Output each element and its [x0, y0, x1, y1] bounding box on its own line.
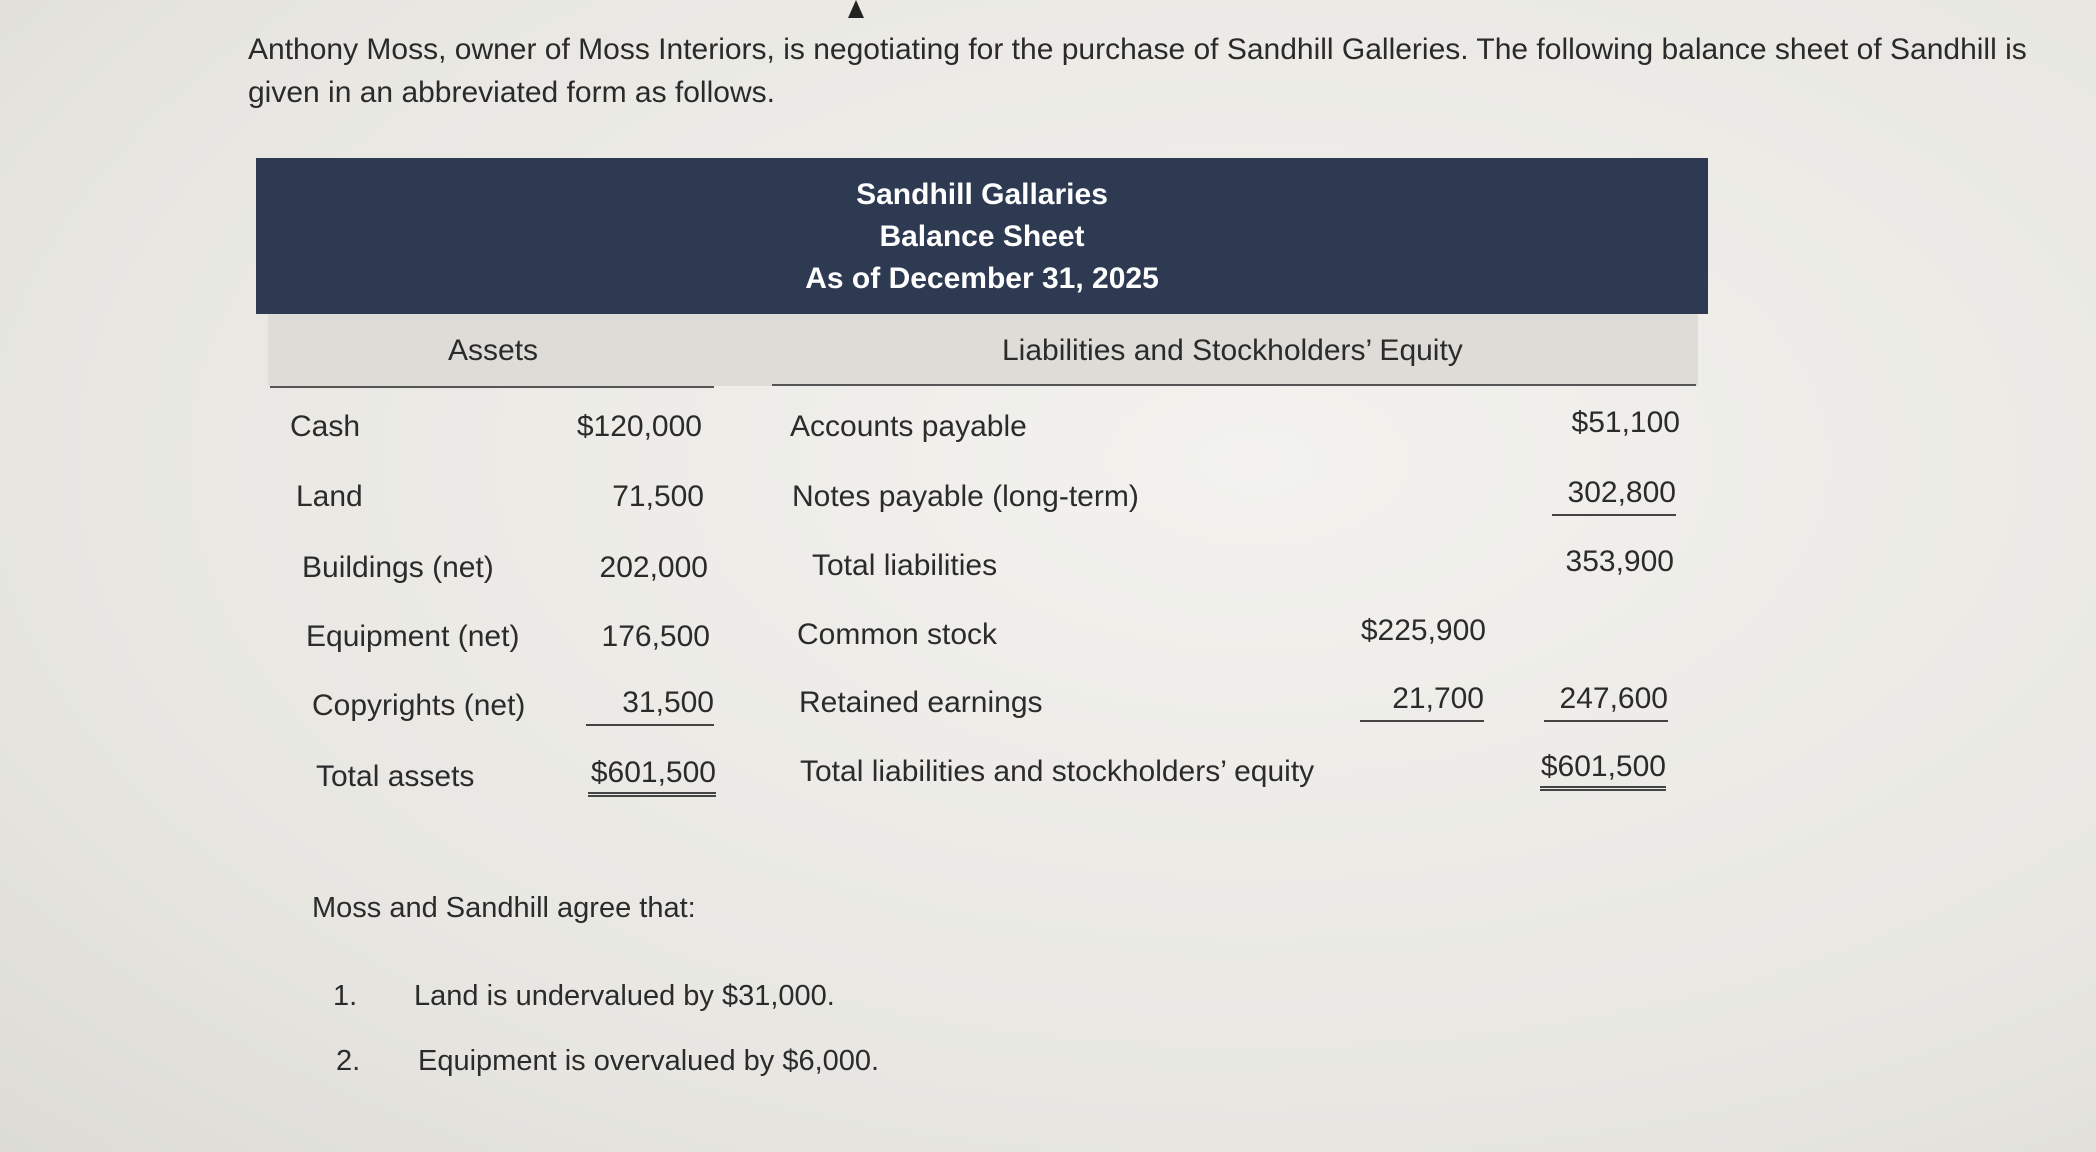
column-headers	[268, 314, 1698, 386]
agreement-item-number: 1.	[333, 980, 358, 1012]
liability-label: Accounts payable	[790, 410, 1027, 443]
assets-column-header: Assets	[448, 334, 539, 367]
total-liabilities-label: Total liabilities	[812, 549, 998, 582]
asset-label: Cash	[290, 410, 361, 443]
equity-inner-value: $225,900	[1360, 614, 1486, 647]
total-assets-label: Total assets	[316, 760, 475, 793]
statement-date: As of December 31, 2025	[805, 262, 1159, 295]
total-equity-value: 247,600	[1544, 682, 1668, 722]
asset-value: 202,000	[599, 551, 708, 584]
liability-value: $51,100	[1571, 406, 1680, 439]
company-name: Sandhill Gallaries	[856, 178, 1108, 211]
intro-paragraph: Anthony Moss, owner of Moss Interiors, is negotiating for the purchase of Sandhill Galleries. The following balance sheet of Sandhill is given in an abbreviated form as follows.	[248, 33, 2027, 109]
liability-label: Notes payable (long-term)	[792, 480, 1139, 513]
asset-label: Buildings (net)	[302, 551, 494, 584]
asset-value: $120,000	[576, 410, 702, 443]
total-assets-value: $601,500	[588, 756, 716, 797]
total-liabilities-value: 353,900	[1565, 545, 1674, 578]
agreement-item-text: Equipment is overvalued by $6,000.	[418, 1045, 880, 1077]
balance-sheet-header	[256, 158, 1708, 314]
liabilities-header-rule	[772, 384, 1696, 386]
equity-inner-value: 21,700	[1360, 682, 1484, 722]
total-liab-equity-value: $601,500	[1540, 750, 1666, 791]
equity-label: Retained earnings	[799, 686, 1043, 719]
asset-label: Equipment (net)	[306, 620, 520, 653]
equity-label: Common stock	[797, 618, 998, 651]
statement-title: Balance Sheet	[879, 220, 1085, 253]
asset-label: Land	[296, 480, 363, 513]
agreement-lead: Moss and Sandhill agree that:	[312, 892, 696, 924]
asset-label: Copyrights (net)	[312, 689, 526, 722]
asset-value: 31,500	[586, 686, 714, 726]
agreement-item-text: Land is undervalued by $31,000.	[414, 980, 835, 1012]
asset-value: 176,500	[601, 620, 710, 653]
asset-value: 71,500	[612, 480, 704, 513]
agreement-item-number: 2.	[336, 1045, 361, 1077]
mouse-cursor-icon	[848, 0, 864, 18]
assets-header-rule	[270, 386, 714, 388]
liability-value: 302,800	[1552, 476, 1676, 516]
total-liab-equity-label: Total liabilities and stockholders’ equity	[800, 755, 1315, 788]
liabilities-column-header: Liabilities and Stockholders’ Equity	[1002, 334, 1463, 367]
